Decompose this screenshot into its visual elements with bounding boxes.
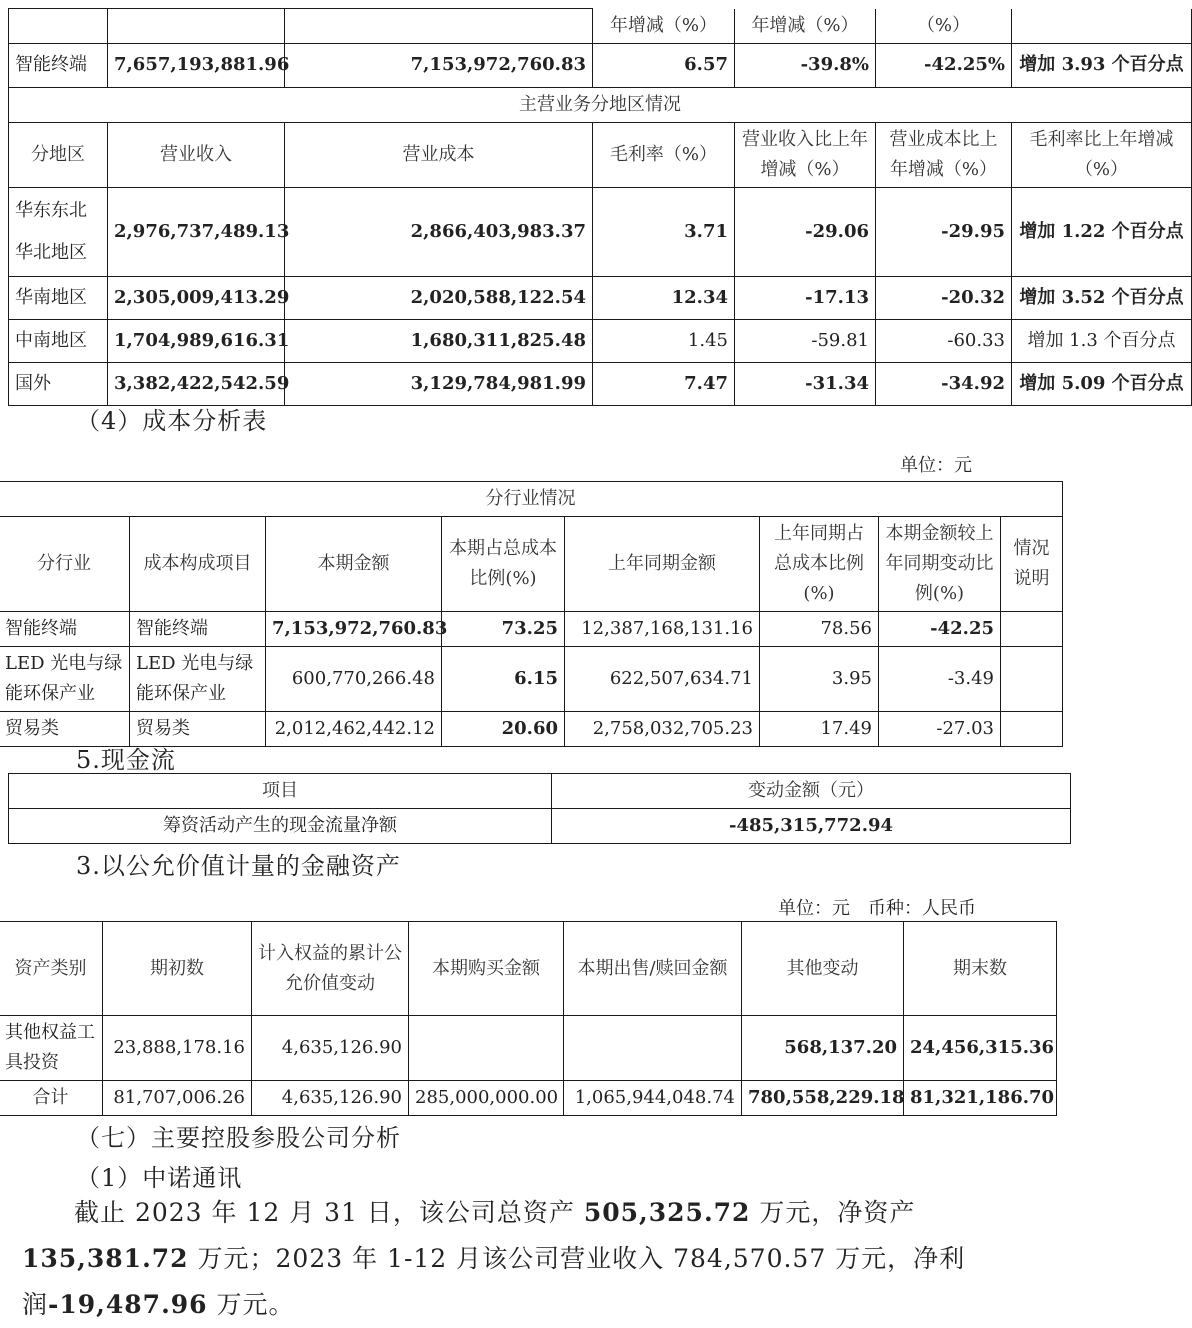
header-cell: 上年同期金额	[565, 517, 760, 612]
cell: 贸易类	[130, 712, 266, 747]
cell: -42.25	[879, 612, 1001, 647]
cell: 24,456,315.36	[904, 1016, 1057, 1081]
cell: 23,888,178.16	[103, 1016, 252, 1081]
header-cell: 年增减（%）	[593, 9, 735, 44]
cell: 1,680,311,825.48	[285, 319, 593, 362]
cell: -42.25%	[876, 43, 1012, 87]
cell: 合计	[0, 1081, 103, 1116]
header-cell: 毛利率比上年增减（%）	[1012, 122, 1192, 187]
cell: -39.8%	[735, 43, 876, 87]
section-heading-cost: （4）成本分析表	[76, 407, 268, 435]
paragraph-text: 截止 2023 年 12 月 31 日，该公司总资产	[74, 1198, 584, 1227]
header-cell: 期初数	[103, 922, 252, 1016]
table-row	[9, 319, 1192, 362]
cell: 6.15	[442, 647, 565, 712]
header-cell: 本期占总成本比例(%)	[442, 517, 565, 612]
cell: 12,387,168,131.16	[565, 612, 760, 647]
unit-currency-label: 单位：元 币种：人民币	[778, 898, 976, 919]
header-cell: 计入权益的累计公允价值变动	[252, 922, 409, 1016]
table-row	[9, 43, 1192, 87]
cell	[1001, 647, 1063, 712]
cell: 1,065,944,048.74	[564, 1081, 742, 1116]
cell: -3.49	[879, 647, 1001, 712]
header-cell	[108, 9, 285, 44]
cell: 81,707,006.26	[103, 1081, 252, 1116]
header-cell: 资产类别	[0, 922, 103, 1016]
header-cell: 其他变动	[742, 922, 904, 1016]
cell: 20.60	[442, 712, 565, 747]
header-cell: 本期金额	[266, 517, 442, 612]
cost-analysis-table	[0, 481, 1063, 747]
cell: 7,657,193,881.96	[108, 43, 285, 87]
header-cell: 营业收入比上年增减（%）	[735, 122, 876, 187]
cell: 81,321,186.70	[904, 1081, 1057, 1116]
cell: 285,000,000.00	[409, 1081, 564, 1116]
cell: 3,129,784,981.99	[285, 362, 593, 405]
cell: 12.34	[593, 276, 735, 319]
header-cell: 变动金额（元）	[552, 774, 1071, 809]
table-row	[9, 809, 1071, 844]
cell: 2,012,462,442.12	[266, 712, 442, 747]
cell: 筹资活动产生的现金流量净额	[9, 809, 552, 844]
cell: 3,382,422,542.59	[108, 362, 285, 405]
cell	[1001, 712, 1063, 747]
cell: 4,635,126.90	[252, 1016, 409, 1081]
cell: 7,153,972,760.83	[266, 612, 442, 647]
header-cell: 上年同期占总成本比例(%)	[760, 517, 879, 612]
table-row	[0, 612, 1063, 647]
header-cell: 期末数	[904, 922, 1057, 1016]
header-cell: 成本构成项目	[130, 517, 266, 612]
section-heading-fair-value: 3.以公允价值计量的金融资产	[76, 852, 401, 880]
header-cell: 分地区	[9, 122, 108, 187]
cell: -29.06	[735, 187, 876, 276]
cell: 1,704,989,616.31	[108, 319, 285, 362]
cell: -60.33	[876, 319, 1012, 362]
cell	[1001, 612, 1063, 647]
cell: 2,976,737,489.13	[108, 187, 285, 276]
section-heading-cash: 5.现金流	[76, 746, 176, 774]
table-row	[9, 276, 1192, 319]
total-assets-value: 505,325.72	[583, 1198, 751, 1227]
cell: 78.56	[760, 612, 879, 647]
section-heading-zhongnuo: （1）中诺通讯	[76, 1164, 243, 1192]
cell: 智能终端	[9, 43, 108, 87]
cell: 600,770,266.48	[266, 647, 442, 712]
header-cell	[285, 9, 593, 44]
cell: 增加 1.22 个百分点	[1012, 187, 1192, 276]
cell: 17.49	[760, 712, 879, 747]
cash-flow-table	[8, 773, 1071, 844]
paragraph-text: 万元；2023 年 1-12 月该公司营业收入 784,570.57 万元，净利润	[22, 1244, 966, 1319]
table-row	[0, 647, 1063, 712]
cell: LED 光电与绿能环保产业	[130, 647, 266, 712]
cell: 2,020,588,122.54	[285, 276, 593, 319]
net-profit-value: -19,487.96	[48, 1290, 208, 1319]
header-cell: 营业收入	[108, 122, 285, 187]
cell: 智能终端	[130, 612, 266, 647]
cell: 智能终端	[0, 612, 130, 647]
cell: -34.92	[876, 362, 1012, 405]
cell: 贸易类	[0, 712, 130, 747]
header-cell: 营业成本	[285, 122, 593, 187]
header-cell: 营业成本比上年增减（%）	[876, 122, 1012, 187]
table-row	[9, 187, 1192, 276]
header-cell: 毛利率（%）	[593, 122, 735, 187]
header-cell: 年增减（%）	[735, 9, 876, 44]
cell: 华南地区	[9, 276, 108, 319]
company-summary-paragraph	[22, 1190, 1007, 1328]
cell: 3.95	[760, 647, 879, 712]
cell: -31.34	[735, 362, 876, 405]
region-revenue-table	[8, 8, 1192, 406]
cell: 增加 1.3 个百分点	[1012, 319, 1192, 362]
cell: 增加 5.09 个百分点	[1012, 362, 1192, 405]
cell	[409, 1016, 564, 1081]
table-row	[0, 1081, 1057, 1116]
cell: -27.03	[879, 712, 1001, 747]
cell: -20.32	[876, 276, 1012, 319]
header-cell	[1012, 9, 1192, 44]
cell: 其他权益工具投资	[0, 1016, 103, 1081]
cell: 2,305,009,413.29	[108, 276, 285, 319]
cell: 622,507,634.71	[565, 647, 760, 712]
header-cell	[9, 9, 108, 44]
cell: 6.57	[593, 43, 735, 87]
cell: -485,315,772.94	[552, 809, 1071, 844]
cell: 780,558,229.18	[742, 1081, 904, 1116]
cell: 7.47	[593, 362, 735, 405]
cell: 2,758,032,705.23	[565, 712, 760, 747]
table-row	[9, 362, 1192, 405]
cell: LED 光电与绿能环保产业	[0, 647, 130, 712]
table-row	[0, 1016, 1057, 1081]
cell	[564, 1016, 742, 1081]
cell: 3.71	[593, 187, 735, 276]
header-cell: 本期金额较上年同期变动比例(%)	[879, 517, 1001, 612]
section-heading-subsidiaries: （七）主要控股参股公司分析	[76, 1124, 401, 1152]
cell: 中南地区	[9, 319, 108, 362]
cell: 568,137.20	[742, 1016, 904, 1081]
table-title: 分行业情况	[0, 482, 1063, 517]
cell: 73.25	[442, 612, 565, 647]
cell: 国外	[9, 362, 108, 405]
header-cell: 本期出售/赎回金额	[564, 922, 742, 1016]
header-cell: 本期购买金额	[409, 922, 564, 1016]
cell: 1.45	[593, 319, 735, 362]
unit-label: 单位：元	[900, 455, 972, 476]
cell: -29.95	[876, 187, 1012, 276]
paragraph-text: 万元，净资产	[750, 1198, 916, 1227]
header-cell: 情况说明	[1001, 517, 1063, 612]
cell: -59.81	[735, 319, 876, 362]
cell: 增加 3.93 个百分点	[1012, 43, 1192, 87]
paragraph-text: 万元。	[207, 1290, 295, 1319]
cell: 7,153,972,760.83	[285, 43, 593, 87]
net-assets-value: 135,381.72	[22, 1244, 189, 1273]
table-title: 主营业务分地区情况	[9, 87, 1192, 122]
header-cell: （%）	[876, 9, 1012, 44]
header-cell: 项目	[9, 774, 552, 809]
header-cell: 分行业	[0, 517, 130, 612]
cell: 4,635,126.90	[252, 1081, 409, 1116]
cell: 增加 3.52 个百分点	[1012, 276, 1192, 319]
fair-value-assets-table	[0, 921, 1057, 1116]
cell: 华东东北华北地区	[9, 187, 108, 276]
cell: 2,866,403,983.37	[285, 187, 593, 276]
cell: -17.13	[735, 276, 876, 319]
